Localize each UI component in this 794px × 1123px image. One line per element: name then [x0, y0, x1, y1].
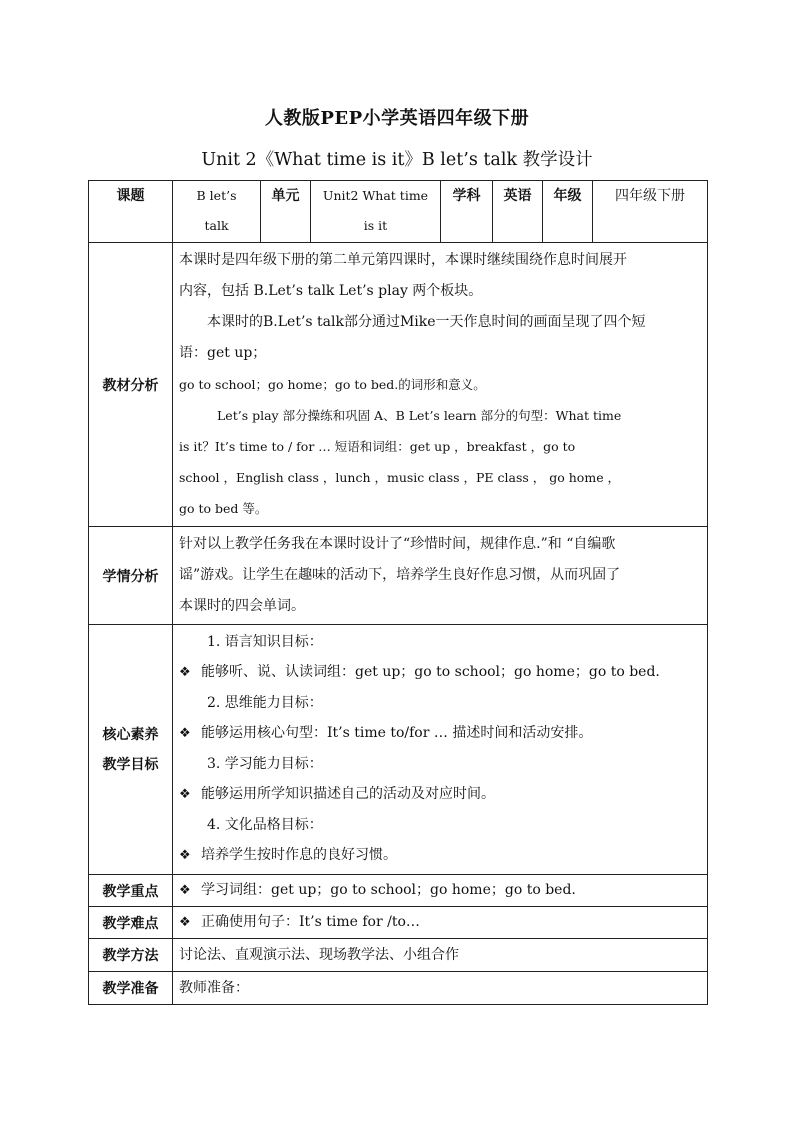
goals-content: [173, 625, 708, 875]
goal-2-title: 2. 思维能力目标：: [207, 695, 323, 711]
unit-label: 单元: [261, 181, 311, 243]
methods-content: 讨论法、直观演示法、现场教学法、小组合作: [173, 939, 708, 972]
goals-label: 核心素养 教学目标: [89, 625, 173, 875]
key-points-content: ❖ 学习词组：get up；go to school；go home；go to bed.: [173, 875, 708, 907]
grade-value: 四年级下册: [593, 181, 708, 243]
goal-4-item: ❖ 培养学生按时作息的良好习惯。: [179, 840, 701, 871]
diamond-bullet-icon: ❖: [179, 848, 191, 863]
topic-value: B let’s talk: [173, 181, 261, 243]
preparation-content: 教师准备：: [173, 972, 708, 1005]
key-points-label: 教学重点: [89, 875, 173, 907]
learner-label: 学情分析: [89, 527, 173, 625]
goals-row: [89, 625, 708, 875]
preparation-row: [89, 972, 708, 1005]
diamond-bullet-icon: ❖: [179, 787, 191, 802]
difficulties-content: ❖ 正确使用句子：It’s time for /to…: [173, 907, 708, 939]
difficulties-row: [89, 907, 708, 939]
material-label: 教材分析: [89, 243, 173, 527]
grade-label: 年级: [543, 181, 593, 243]
diamond-bullet-icon: ❖: [179, 726, 191, 741]
material-row: [89, 243, 708, 527]
header-row: [89, 181, 708, 243]
diamond-bullet-icon: ❖: [179, 883, 191, 898]
key-points-row: [89, 875, 708, 907]
subject-value: 英语: [493, 181, 543, 243]
document-subtitle: Unit 2《What time is it》B let’s talk 教学设计: [201, 150, 593, 170]
topic-label: 课题: [89, 181, 173, 243]
preparation-label: 教学准备: [89, 972, 173, 1005]
goal-2-item: ❖ 能够运用核心句型：It’s time to/for … 描述时间和活动安排。: [179, 718, 701, 749]
subject-label: 学科: [441, 181, 493, 243]
lesson-plan-table: [88, 180, 708, 1005]
goal-4-title: 4. 文化品格目标：: [207, 817, 323, 833]
learner-content: 针对以上教学任务我在本课时设计了“珍惜时间，规律作息.”和 “自编歌 谣”游戏。让学生在趣味的活动下，培养学生良好作息习惯，从而巩固了 本课时的四会单词。: [173, 527, 708, 625]
methods-label: 教学方法: [89, 939, 173, 972]
methods-row: [89, 939, 708, 972]
material-content: 本课时是四年级下册的第二单元第四课时，本课时继续围绕作息时间展开 内容，包括 B.Let’s talk Let’s play 两个板块。 本课时的B.Let’s talk部分通过Mike一天作息时间的画面呈现了四个短 语：get up； go to school；go home；go to bed.的词形和意义。 Let’s play 部分操练和巩固 A、B Let’s learn 部分的句型：What time is it？It’s time to / for … 短语和词组：get up ，breakfast ，go to school ，English class ，lunch ，music class ，PE class ， go home ， go to bed 等。: [173, 243, 708, 527]
difficulties-label: 教学难点: [89, 907, 173, 939]
goal-3-title: 3. 学习能力目标：: [207, 756, 323, 772]
goal-1-title: 1. 语言知识目标：: [207, 634, 323, 650]
diamond-bullet-icon: ❖: [179, 915, 191, 930]
learner-row: [89, 527, 708, 625]
goal-1-item: ❖ 能够听、说、认读词组：get up；go to school；go home；go to bed.: [179, 657, 701, 688]
diamond-bullet-icon: ❖: [179, 665, 191, 680]
document-title: 人教版PEP小学英语四年级下册: [264, 108, 530, 129]
unit-value: Unit2 What time is it: [311, 181, 441, 243]
goal-3-item: ❖ 能够运用所学知识描述自己的活动及对应时间。: [179, 779, 701, 810]
